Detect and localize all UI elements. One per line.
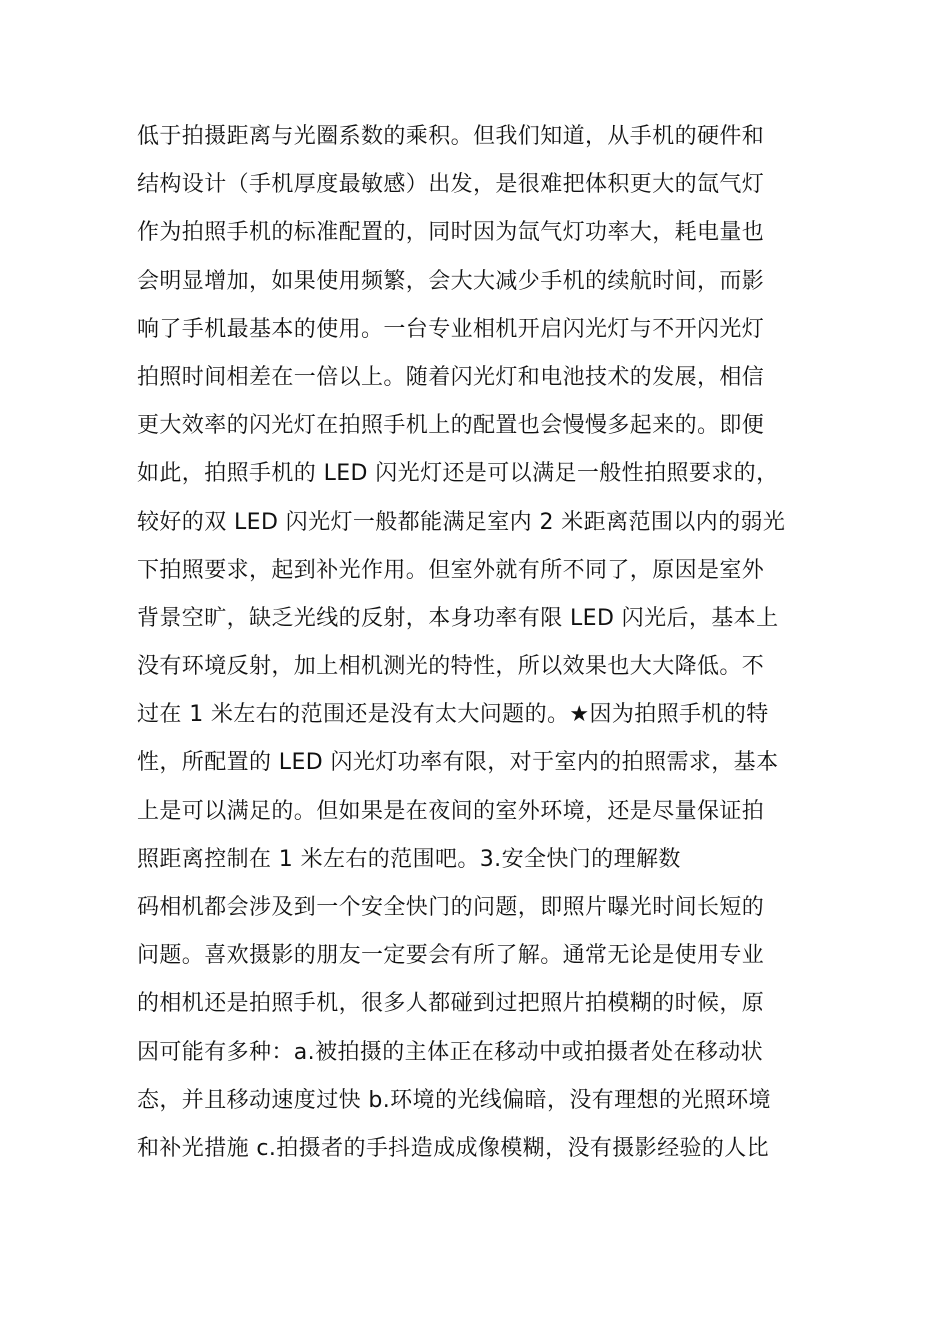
text-line: 态，并且移动速度过快 b.环境的光线偏暗，没有理想的光照环境 [137,1087,771,1113]
text-line: 作为拍照手机的标准配置的，同时因为氙气灯功率大，耗电量也 [137,220,765,246]
text-line: 码相机都会涉及到一个安全快门的问题，即照片曝光时间长短的 [137,895,765,920]
text-line: 下拍照要求，起到补光作用。但室外就有所不同了，原因是室外 [137,557,765,583]
text-line: 响了手机最基本的使用。一台专业相机开启闪光灯与不开闪光灯 [137,316,765,342]
text-line: 问题。喜欢摄影的朋友一定要会有所了解。通常无论是使用专业 [137,943,765,969]
text-line: 上是可以满足的。但如果是在夜间的室外环境，还是尽量保证拍 [137,798,765,824]
text-line: 拍照时间相差在一倍以上。随着闪光灯和电池技术的发展，相信 [137,364,765,390]
text-line: 和补光措施 c.拍摄者的手抖造成成像模糊，没有摄影经验的人比 [137,1135,770,1161]
text-line: 结构设计（手机厚度最敏感）出发，是很难把体积更大的氙气灯 [137,172,765,198]
body-text [137,113,817,1173]
text-line: 如此，拍照手机的 LED 闪光灯还是可以满足一般性拍照要求的， [137,461,779,487]
text-line: 较好的双 LED 闪光灯一般都能满足室内 2 米距离范围以内的弱光 [137,509,786,535]
text-line: 会明显增加，如果使用频繁，会大大减少手机的续航时间，而影 [137,268,765,294]
text-line: 没有环境反射，加上相机测光的特性，所以效果也大大降低。不 [137,654,765,680]
text-line: 低于拍摄距离与光圈系数的乘积。但我们知道，从手机的硬件和 [137,124,765,149]
text-line: 性，所配置的 LED 闪光灯功率有限，对于室内的拍照需求，基本 [137,750,779,776]
text-line: 更大效率的闪光灯在拍照手机上的配置也会慢慢多起来的。即便 [137,413,765,439]
text-line: 照距离控制在 1 米左右的范围吧。3.安全快门的理解数 [137,846,681,872]
text-line: 因可能有多种：a.被拍摄的主体正在移动中或拍摄者处在移动状 [137,1039,764,1065]
text-line: 的相机还是拍照手机，很多人都碰到过把照片拍模糊的时候，原 [137,991,765,1017]
text-line: 背景空旷，缺乏光线的反射，本身功率有限 LED 闪光后，基本上 [137,605,779,631]
text-line: 过在 1 米左右的范围还是没有太大问题的。★因为拍照手机的特 [137,702,769,728]
